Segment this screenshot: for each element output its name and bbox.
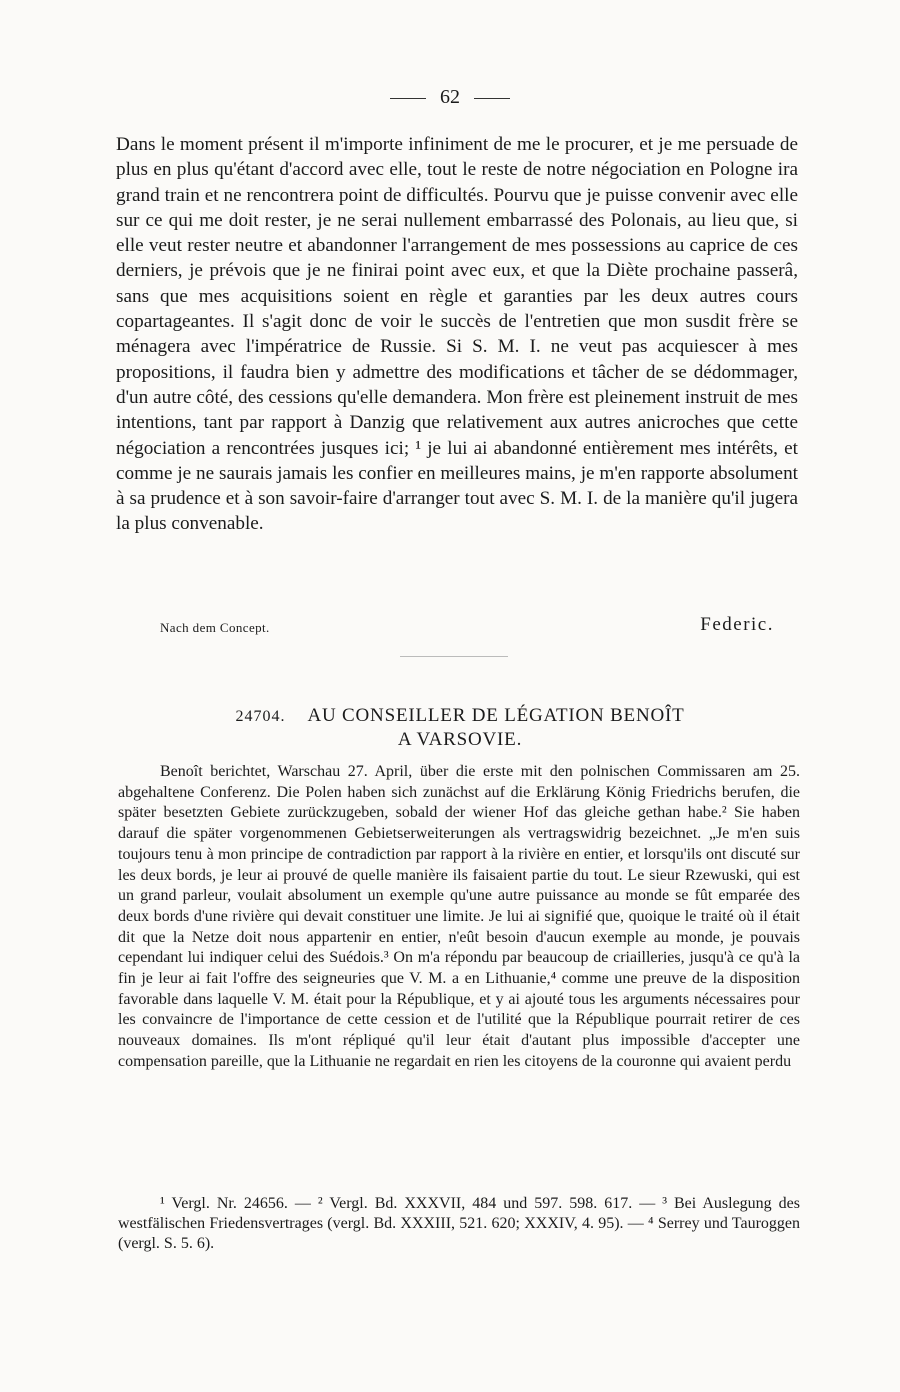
header-left-rule (390, 98, 426, 99)
signature: Federic. (700, 614, 774, 635)
summary-block (118, 762, 800, 1073)
summary-paragraph: Benoît berichtet, Warschau 27. April, über die erste mit den polnischen Commissaren am 25. abgehaltene Conferenz. Die Polen haben sich zunächst auf die Erklärung König Friedrichs berufen, die später besetzten Gebiete zurückzugeben, sobald der wiener Hof das gleiche gethan habe.² Sie haben darauf die später vorgenommenen Gebietserweiterungen als vertragswidrig bezeichnet. „Je m'en suis toujours tenu à mon principe de contradiction par rapport à la rivière en entier, et lorsqu'ils ont discuté sur les deux bords, je leur ai prouvé de quelle manière ils faisaient partie du tout. Le sieur Rzewuski, qui est un grand parleur, voulait absolument un exemple qu'une autre puissance au monde se fût emparée des deux bords d'une rivière qui devait constituer une limite. Je lui ai signifié que, quoique le traité où il était dit que la Netze doit nous appartenir en entier, n'eût besoin d'aucun exemple au monde, je pouvais cependant lui indiquer celui des Suédois.³ On m'a répondu par beaucoup de criailleries, jusqu'à ce qu'à la fin je leur ai fait l'offre des seigneuries que V. M. a en Lithuanie,⁴ comme une preuve de la disposition favorable dans laquelle V. M. était pour la République, et y ai ajouté tous les arguments nécessaires pour les convaincre de l'importance de cette cession et de l'utilité que la République pourrait retirer de ces nouveaux domaines. Ils m'ont répliqué qu'il leur était d'autant plus impossible d'accepter une compensation pareille, que la Lithuanie ne regardait en rien les citoyens de la couronne qui avaient perdu (118, 763, 800, 1070)
page-number: 62 (440, 86, 460, 108)
letter-body (116, 132, 798, 537)
document-heading (150, 704, 770, 751)
document-title-line-2: A VARSOVIE. (397, 729, 523, 750)
source-note: Nach dem Concept. (160, 620, 270, 635)
footnotes (118, 1194, 800, 1254)
footnote-text: ¹ Vergl. Nr. 24656. — ² Vergl. Bd. XXXVII, 484 und 597. 598. 617. — ³ Bei Auslegung des westfälischen Friedensvertrages (vergl. Bd. XXXIII, 521. 620; XXXIV, 4. 95). — ⁴ Serrey und Tauroggen (vergl. S. 5. 6). (118, 1195, 800, 1252)
document-number: 24704. (235, 708, 286, 725)
letter-paragraph: Dans le moment présent il m'importe infiniment de me le procurer, et je me persuade de plus en plus qu'étant d'accord avec elle, tout le reste de notre négociation en Pologne ira grand train et ne rencontrera point de difficultés. Pourvu que je puisse convenir avec elle sur ce qui me doit rester, je ne serai nullement embarrassé des Polonais, au lieu que, si elle veut rester neutre et abandonner l'arrangement de mes possessions au caprice de ces derniers, je prévois que je ne finirai point avec eux, et que la Diète prochaine passerâ, sans que mes acquisitions soient en règle et garanties par les deux autres cours copartageantes. Il s'agit donc de voir le succès de l'entretien que mon susdit frère se ménagera avec l'impératrice de Russie. Si S. M. I. ne veut pas acquiescer à mes propositions, il faudra bien y admettre des modifications et tâcher de se dédommager, d'un autre côté, des cessions qu'elle demandera. Mon frère est pleinement instruit de mes intentions, tant par rapport à Danzig que relativement aux autres anicroches que cette négociation a rencontrées jusques ici; ¹ je lui ai abandonné entièrement mes intérêts, et comme je ne saurais jamais les confier en meilleures mains, je m'en rapporte absolument à sa prudence et à son savoir-faire d'arranger tout avec S. M. I. de la manière qu'il jugera la plus convenable. (116, 134, 798, 535)
closing-row (160, 614, 774, 642)
document-heading-line-1 (150, 704, 770, 728)
page-header (0, 86, 900, 109)
section-divider (400, 656, 508, 657)
document-title-line-1: AU CONSEILLER DE LÉGATION BENOÎT (307, 705, 685, 726)
header-right-rule (474, 98, 510, 99)
